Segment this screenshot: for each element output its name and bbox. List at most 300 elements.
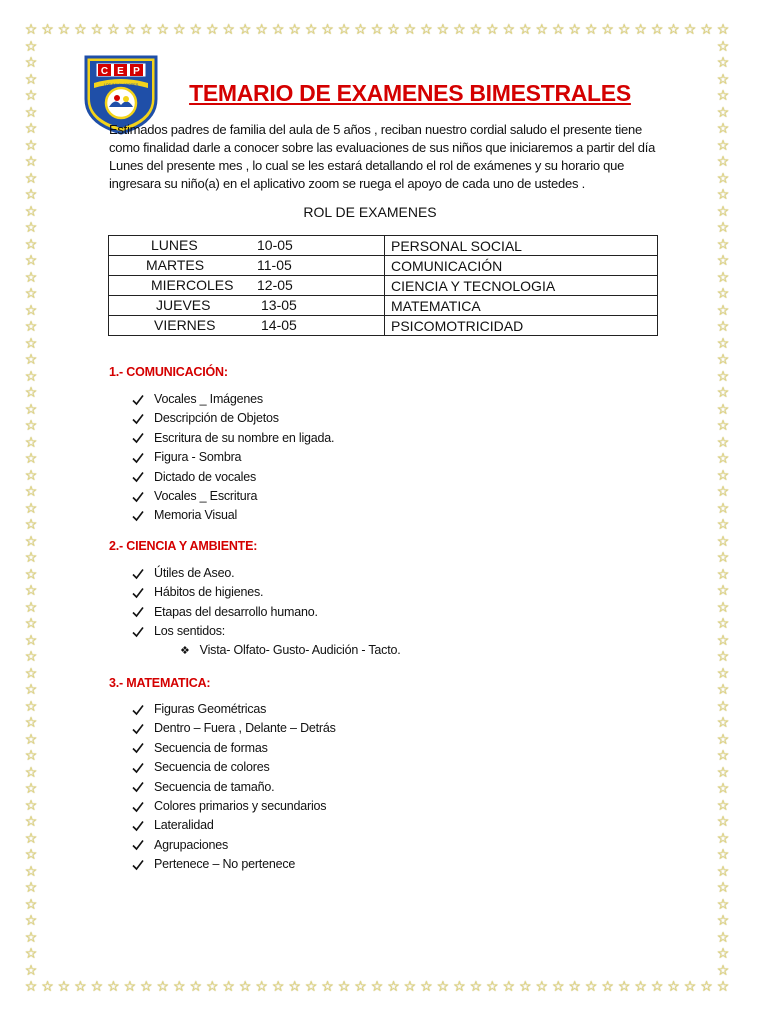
star-icon: ☆	[24, 781, 38, 797]
star-icon: ☆	[24, 599, 38, 616]
star-icon: ☆	[24, 253, 38, 269]
star-icon: ☆	[24, 269, 38, 286]
star-icon: ☆	[24, 682, 38, 698]
checkmark-icon	[132, 820, 144, 832]
star-icon: ☆	[716, 170, 730, 187]
checkmark-icon	[132, 859, 144, 871]
star-icon: ☆	[24, 352, 38, 368]
star-icon: ☆	[716, 269, 730, 286]
star-icon: ☆	[74, 22, 87, 38]
star-icon: ☆	[24, 847, 38, 863]
list-item	[132, 390, 334, 409]
star-icon: ☆	[716, 698, 730, 715]
star-icon: ☆	[24, 88, 38, 104]
star-icon: ☆	[716, 55, 730, 71]
star-icon: ☆	[469, 979, 483, 995]
star-icon: ☆	[634, 979, 647, 995]
logo-banner-text: LOS INNOVADORES	[103, 83, 139, 87]
page-title: TEMARIO DE EXAMENES BIMESTRALES	[189, 80, 631, 106]
star-icon: ☆	[304, 22, 318, 38]
star-icon: ☆	[601, 979, 614, 995]
day-date: 14-05	[261, 317, 297, 333]
star-icon: ☆	[716, 236, 730, 253]
star-icon: ☆	[24, 286, 38, 302]
day-name: JUEVES	[156, 297, 211, 313]
star-icon: ☆	[24, 566, 38, 583]
logo-letter-c: C	[100, 66, 109, 77]
logo-letter-e: E	[117, 66, 124, 77]
list-item	[132, 778, 336, 797]
star-icon: ☆	[716, 137, 730, 154]
list-item-label: Vocales _ Escritura	[154, 488, 258, 503]
list-item-label: Lateralidad	[154, 818, 214, 833]
checkmark-icon	[132, 704, 144, 716]
sub-list-item	[180, 643, 401, 657]
star-icon: ☆	[222, 22, 235, 38]
star-icon: ☆	[354, 22, 367, 38]
list-item-label: Descripción de Objetos	[154, 411, 279, 426]
star-icon: ☆	[24, 187, 38, 203]
star-icon: ☆	[716, 748, 730, 764]
star-icon: ☆	[716, 253, 730, 269]
list-item	[132, 603, 318, 622]
table-row	[109, 296, 658, 316]
star-icon: ☆	[502, 22, 516, 38]
checkmark-icon	[132, 471, 144, 483]
star-icon: ☆	[716, 583, 730, 599]
star-icon: ☆	[24, 401, 38, 418]
list-item-label: Secuencia de tamaño.	[154, 779, 275, 794]
star-icon: ☆	[716, 632, 730, 649]
star-icon: ☆	[24, 22, 38, 38]
intro-paragraph: Estimados padres de familia del aula de 5 años , reciban nuestro cordial saludo el presente tiene como finalidad darle a conocer sobre las evaluaciones de sus niños que iniciaremos a partir del día Lunes del presente mes , lo cual se les estará detallando el rol de exámenes y su horario que ingresara su niño(a) en el aplicativo zoom se ruega el apoyo de cada uno de ustedes .	[109, 122, 656, 191]
star-icon: ☆	[716, 104, 730, 121]
star-icon: ☆	[716, 781, 730, 797]
list-item-label: Vocales _ Imágenes	[154, 392, 263, 406]
exam-schedule-table	[108, 235, 658, 336]
star-icon: ☆	[24, 632, 38, 649]
star-icon: ☆	[716, 220, 730, 236]
list-item-label: Escritura de su nombre en ligada.	[154, 430, 335, 445]
star-icon: ☆	[41, 22, 54, 38]
star-icon: ☆	[255, 22, 268, 38]
section-title-ciencia-ambiente: 2.- CIENCIA Y AMBIENTE:	[109, 539, 258, 553]
list-item	[132, 564, 318, 583]
checkmark-icon	[132, 781, 144, 793]
star-icon: ☆	[173, 979, 186, 995]
checkmark-icon	[132, 626, 144, 638]
star-icon: ☆	[716, 88, 730, 104]
star-icon: ☆	[716, 71, 730, 88]
checkmark-icon	[132, 606, 144, 618]
star-icon: ☆	[716, 962, 730, 979]
star-icon: ☆	[156, 22, 170, 38]
star-icon: ☆	[173, 22, 186, 38]
star-icon: ☆	[716, 863, 730, 880]
star-icon: ☆	[24, 203, 38, 220]
star-icon: ☆	[716, 665, 730, 682]
star-icon: ☆	[568, 979, 581, 995]
star-icon: ☆	[24, 764, 38, 781]
star-icon: ☆	[24, 368, 38, 385]
list-item-label: Hábitos de higienes.	[154, 585, 264, 600]
star-icon: ☆	[337, 979, 351, 995]
list-item	[132, 700, 336, 719]
star-icon: ☆	[667, 979, 680, 995]
star-icon: ☆	[288, 979, 301, 995]
star-icon: ☆	[24, 71, 38, 88]
list-item	[132, 409, 334, 428]
checkmark-icon	[132, 491, 144, 503]
table-row	[109, 276, 658, 296]
star-icon: ☆	[716, 203, 730, 220]
star-icon: ☆	[436, 22, 450, 38]
star-icon: ☆	[271, 979, 285, 995]
list-item	[132, 583, 318, 602]
checkmark-icon	[132, 839, 144, 851]
star-icon: ☆	[57, 979, 71, 995]
day-name: MIERCOLES	[151, 277, 234, 293]
star-icon: ☆	[24, 880, 38, 896]
subject-cell: MATEMATICA	[385, 296, 658, 316]
table-row	[109, 256, 658, 276]
subject-cell: COMUNICACIÓN	[385, 256, 658, 276]
star-icon: ☆	[716, 913, 730, 929]
star-icon: ☆	[716, 566, 730, 583]
star-icon: ☆	[650, 22, 664, 38]
star-icon: ☆	[716, 38, 730, 55]
star-icon: ☆	[24, 649, 38, 665]
star-icon: ☆	[24, 104, 38, 121]
star-icon: ☆	[90, 979, 104, 995]
star-icon: ☆	[716, 352, 730, 368]
star-icon: ☆	[716, 715, 730, 731]
list-item	[132, 758, 336, 777]
star-icon: ☆	[189, 22, 203, 38]
star-icon: ☆	[716, 847, 730, 863]
star-icon: ☆	[700, 979, 713, 995]
star-icon: ☆	[24, 121, 38, 137]
star-icon: ☆	[123, 979, 137, 995]
star-icon: ☆	[716, 302, 730, 319]
list-item-label: Útiles de Aseo.	[154, 566, 235, 580]
star-icon: ☆	[24, 962, 38, 979]
star-icon: ☆	[469, 22, 483, 38]
star-icon: ☆	[24, 583, 38, 599]
star-icon: ☆	[370, 979, 384, 995]
list-item-label: Figura - Sombra	[154, 450, 242, 465]
star-icon: ☆	[716, 434, 730, 451]
star-icon: ☆	[601, 22, 614, 38]
star-icon: ☆	[700, 22, 713, 38]
day-cell	[109, 296, 385, 316]
star-icon: ☆	[716, 979, 730, 995]
day-name: MARTES	[146, 257, 205, 273]
star-icon: ☆	[24, 665, 38, 682]
star-icon: ☆	[57, 22, 71, 38]
list-item	[132, 622, 318, 641]
star-icon: ☆	[716, 319, 730, 335]
star-icon: ☆	[24, 38, 38, 55]
star-icon: ☆	[24, 616, 38, 632]
checkmark-icon	[132, 394, 144, 406]
star-icon: ☆	[156, 979, 170, 995]
star-icon: ☆	[24, 302, 38, 319]
star-icon: ☆	[24, 137, 38, 154]
day-date: 10-05	[257, 237, 293, 253]
rol-title: ROL DE EXAMENES	[303, 204, 437, 220]
star-icon: ☆	[238, 979, 252, 995]
star-icon: ☆	[24, 929, 38, 946]
star-icon: ☆	[716, 467, 730, 484]
diamond-bullet-icon: ❖	[180, 643, 190, 657]
star-icon: ☆	[321, 979, 334, 995]
star-icon: ☆	[634, 22, 647, 38]
star-icon: ☆	[716, 896, 730, 913]
star-icon: ☆	[24, 385, 38, 401]
star-icon: ☆	[107, 979, 120, 995]
star-icon: ☆	[24, 896, 38, 913]
ciencia-ambiente-list	[132, 564, 318, 642]
star-icon: ☆	[205, 22, 219, 38]
star-icon: ☆	[24, 335, 38, 352]
star-icon: ☆	[222, 979, 235, 995]
table-row	[109, 236, 658, 256]
star-icon: ☆	[535, 979, 549, 995]
star-icon: ☆	[24, 154, 38, 170]
section-title-comunicacion: 1.- COMUNICACIÓN:	[109, 365, 228, 379]
star-icon: ☆	[551, 22, 565, 38]
star-icon: ☆	[123, 22, 137, 38]
day-cell	[109, 276, 385, 296]
checkmark-icon	[132, 452, 144, 464]
star-icon: ☆	[24, 451, 38, 467]
comunicacion-list	[132, 390, 334, 526]
star-icon: ☆	[502, 979, 516, 995]
star-icon: ☆	[716, 880, 730, 896]
star-icon: ☆	[403, 22, 417, 38]
star-icon: ☆	[24, 979, 38, 995]
star-icon: ☆	[24, 236, 38, 253]
star-icon: ☆	[24, 830, 38, 847]
star-icon: ☆	[683, 979, 697, 995]
day-cell	[109, 236, 385, 256]
list-item	[132, 797, 336, 816]
star-icon: ☆	[205, 979, 219, 995]
star-icon: ☆	[24, 797, 38, 814]
star-icon: ☆	[453, 979, 466, 995]
logo-letter-p: P	[133, 66, 140, 77]
checkmark-icon	[132, 723, 144, 735]
list-item-label: Colores primarios y secundarios	[154, 798, 327, 813]
star-icon: ☆	[24, 550, 38, 566]
star-icon: ☆	[370, 22, 384, 38]
checkmark-icon	[132, 413, 144, 425]
star-icon: ☆	[716, 830, 730, 847]
star-icon: ☆	[716, 368, 730, 385]
star-icon: ☆	[716, 187, 730, 203]
list-item	[132, 739, 336, 758]
star-icon: ☆	[716, 385, 730, 401]
star-icon: ☆	[24, 517, 38, 533]
list-item-label: Etapas del desarrollo humano.	[154, 604, 318, 619]
star-icon: ☆	[288, 22, 301, 38]
star-icon: ☆	[140, 979, 153, 995]
star-icon: ☆	[24, 863, 38, 880]
star-icon: ☆	[271, 22, 285, 38]
list-item-label: Secuencia de formas	[154, 740, 268, 755]
star-icon: ☆	[683, 22, 697, 38]
list-item	[132, 855, 336, 874]
list-item-label: Dentro – Fuera , Delante – Detrás	[154, 721, 336, 736]
star-icon: ☆	[716, 121, 730, 137]
star-icon: ☆	[716, 797, 730, 814]
star-icon: ☆	[24, 913, 38, 929]
subject-cell: CIENCIA Y TECNOLOGIA	[385, 276, 658, 296]
star-icon: ☆	[716, 764, 730, 781]
star-icon: ☆	[716, 682, 730, 698]
star-icon: ☆	[716, 946, 730, 962]
star-icon: ☆	[716, 418, 730, 434]
star-icon: ☆	[716, 500, 730, 517]
day-date: 12-05	[257, 277, 293, 293]
star-icon: ☆	[255, 979, 268, 995]
star-icon: ☆	[716, 616, 730, 632]
star-icon: ☆	[24, 484, 38, 500]
star-icon: ☆	[24, 55, 38, 71]
section-title-matematica: 3.- MATEMATICA:	[109, 676, 211, 690]
list-item	[132, 429, 334, 448]
star-icon: ☆	[387, 22, 400, 38]
list-item	[132, 468, 334, 487]
star-icon: ☆	[107, 22, 120, 38]
star-icon: ☆	[519, 979, 532, 995]
list-item	[132, 836, 336, 855]
list-item	[132, 719, 336, 738]
list-item-label: Agrupaciones	[154, 837, 229, 852]
star-icon: ☆	[74, 979, 87, 995]
list-item-label: Pertenece – No pertenece	[154, 857, 296, 872]
star-icon: ☆	[716, 550, 730, 566]
star-icon: ☆	[420, 22, 433, 38]
list-item-label: Los sentidos:	[154, 624, 226, 639]
star-icon: ☆	[519, 22, 532, 38]
star-icon: ☆	[486, 979, 499, 995]
list-item	[132, 448, 334, 467]
star-icon: ☆	[436, 979, 450, 995]
subject-cell: PSICOMOTRICIDAD	[385, 316, 658, 336]
list-item-label: Figuras Geométricas	[154, 702, 267, 716]
star-icon: ☆	[716, 401, 730, 418]
star-icon: ☆	[486, 22, 499, 38]
checkmark-icon	[132, 587, 144, 599]
star-icon: ☆	[535, 22, 549, 38]
day-name: VIERNES	[154, 317, 216, 333]
star-icon: ☆	[387, 979, 400, 995]
subject-cell: PERSONAL SOCIAL	[385, 236, 658, 256]
star-icon: ☆	[24, 319, 38, 335]
checkmark-icon	[132, 568, 144, 580]
checkmark-icon	[132, 432, 144, 444]
star-icon: ☆	[584, 979, 598, 995]
star-icon: ☆	[321, 22, 334, 38]
star-icon: ☆	[337, 22, 351, 38]
checkmark-icon	[132, 510, 144, 522]
star-icon: ☆	[716, 533, 730, 550]
star-icon: ☆	[716, 814, 730, 830]
star-icon: ☆	[716, 154, 730, 170]
day-cell	[109, 256, 385, 276]
star-icon: ☆	[716, 335, 730, 352]
sub-list-item-label: Vista- Olfato- Gusto- Audición - Tacto.	[199, 643, 401, 657]
star-icon: ☆	[650, 979, 664, 995]
star-icon: ☆	[24, 748, 38, 764]
star-icon: ☆	[24, 500, 38, 517]
star-icon: ☆	[24, 220, 38, 236]
star-icon: ☆	[140, 22, 153, 38]
star-icon: ☆	[716, 286, 730, 302]
star-icon: ☆	[354, 979, 367, 995]
star-icon: ☆	[617, 22, 631, 38]
matematica-list	[132, 700, 336, 875]
star-icon: ☆	[667, 22, 680, 38]
list-item-label: Dictado de vocales	[154, 469, 257, 484]
table-row	[109, 316, 658, 336]
list-item-label: Secuencia de colores	[154, 760, 270, 775]
star-icon: ☆	[41, 979, 54, 995]
checkmark-icon	[132, 801, 144, 813]
star-icon: ☆	[617, 979, 631, 995]
star-icon: ☆	[716, 517, 730, 533]
star-icon: ☆	[24, 467, 38, 484]
star-icon: ☆	[716, 731, 730, 748]
star-icon: ☆	[420, 979, 433, 995]
day-name: LUNES	[151, 237, 198, 253]
star-icon: ☆	[24, 418, 38, 434]
star-icon: ☆	[716, 451, 730, 467]
list-item	[132, 506, 334, 525]
list-item-label: Memoria Visual	[154, 508, 238, 523]
day-date: 11-05	[257, 257, 292, 273]
star-icon: ☆	[716, 22, 730, 38]
star-icon: ☆	[453, 22, 466, 38]
star-icon: ☆	[716, 599, 730, 616]
checkmark-icon	[132, 742, 144, 754]
star-icon: ☆	[584, 22, 598, 38]
star-icon: ☆	[716, 484, 730, 500]
star-icon: ☆	[716, 649, 730, 665]
star-icon: ☆	[24, 715, 38, 731]
star-icon: ☆	[24, 731, 38, 748]
list-item	[132, 487, 334, 506]
list-item	[132, 816, 336, 835]
star-icon: ☆	[90, 22, 104, 38]
day-cell	[109, 316, 385, 336]
star-icon: ☆	[716, 929, 730, 946]
star-icon: ☆	[24, 698, 38, 715]
star-icon: ☆	[304, 979, 318, 995]
day-date: 13-05	[261, 297, 297, 313]
checkmark-icon	[132, 762, 144, 774]
star-icon: ☆	[24, 170, 38, 187]
star-icon: ☆	[189, 979, 203, 995]
star-icon: ☆	[238, 22, 252, 38]
star-icon: ☆	[403, 979, 417, 995]
star-icon: ☆	[24, 814, 38, 830]
star-icon: ☆	[24, 434, 38, 451]
star-icon: ☆	[568, 22, 581, 38]
star-icon: ☆	[24, 533, 38, 550]
